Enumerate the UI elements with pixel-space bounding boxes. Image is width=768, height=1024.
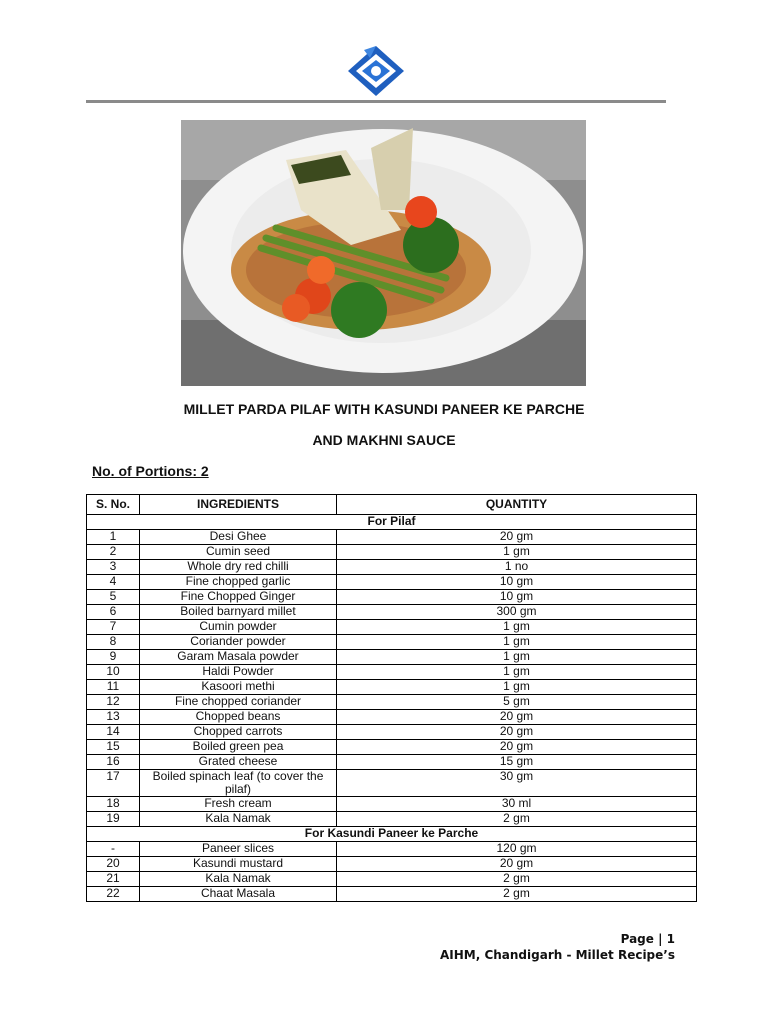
header-sno: S. No. — [87, 495, 140, 515]
table-row — [87, 650, 697, 665]
row-ingredient: Fresh cream — [140, 797, 337, 812]
row-ingredient: Fine chopped coriander — [140, 695, 337, 710]
row-sno: 4 — [87, 575, 140, 590]
row-quantity: 1 gm — [337, 635, 697, 650]
row-quantity: 5 gm — [337, 695, 697, 710]
row-sno: 9 — [87, 650, 140, 665]
row-quantity: 1 gm — [337, 620, 697, 635]
table-row — [87, 590, 697, 605]
row-sno: 13 — [87, 710, 140, 725]
row-quantity: 20 gm — [337, 710, 697, 725]
row-quantity: 20 gm — [337, 530, 697, 545]
table-row — [87, 842, 697, 857]
row-ingredient: Chaat Masala — [140, 887, 337, 902]
row-sno: 12 — [87, 695, 140, 710]
row-quantity: 2 gm — [337, 887, 697, 902]
row-ingredient: Chopped beans — [140, 710, 337, 725]
table-header-row — [87, 495, 697, 515]
table-row — [87, 710, 697, 725]
row-sno: 20 — [87, 857, 140, 872]
row-ingredient: Paneer slices — [140, 842, 337, 857]
row-ingredient: Haldi Powder — [140, 665, 337, 680]
row-sno: 8 — [87, 635, 140, 650]
row-ingredient: Cumin seed — [140, 545, 337, 560]
table-row — [87, 620, 697, 635]
section-row — [87, 827, 697, 842]
table-row — [87, 665, 697, 680]
recipe-title-line2: AND MAKHNI SAUCE — [312, 432, 456, 448]
header-ingredients: INGREDIENTS — [140, 495, 337, 515]
row-quantity: 1 gm — [337, 650, 697, 665]
row-sno: - — [87, 842, 140, 857]
row-quantity: 1 gm — [337, 680, 697, 695]
row-ingredient: Kala Namak — [140, 872, 337, 887]
header-quantity: QUANTITY — [337, 495, 697, 515]
row-quantity: 15 gm — [337, 755, 697, 770]
row-sno: 10 — [87, 665, 140, 680]
row-sno: 18 — [87, 797, 140, 812]
row-quantity: 20 gm — [337, 725, 697, 740]
recipe-title-line1: MILLET PARDA PILAF WITH KASUNDI PANEER KE PARCHE — [183, 401, 585, 417]
row-sno: 15 — [87, 740, 140, 755]
row-sno: 11 — [87, 680, 140, 695]
row-quantity: 300 gm — [337, 605, 697, 620]
table-row — [87, 770, 697, 797]
table-row — [87, 872, 697, 887]
table-row — [87, 530, 697, 545]
footer-source: AIHM, Chandigarh - Millet Recipe’s — [439, 948, 675, 962]
table-row — [87, 725, 697, 740]
row-ingredient: Whole dry red chilli — [140, 560, 337, 575]
row-quantity: 2 gm — [337, 812, 697, 827]
section-row — [87, 515, 697, 530]
dish-photo — [181, 120, 586, 386]
row-sno: 21 — [87, 872, 140, 887]
table-row — [87, 575, 697, 590]
row-sno: 2 — [87, 545, 140, 560]
header-rule — [86, 100, 666, 103]
table-row — [87, 812, 697, 827]
row-quantity: 30 gm — [337, 770, 697, 797]
row-quantity: 20 gm — [337, 857, 697, 872]
row-quantity: 10 gm — [337, 590, 697, 605]
row-quantity: 1 gm — [337, 545, 697, 560]
section-title: For Pilaf — [87, 515, 697, 530]
row-ingredient: Fine chopped garlic — [140, 575, 337, 590]
row-sno: 6 — [87, 605, 140, 620]
row-ingredient: Boiled barnyard millet — [140, 605, 337, 620]
table-row — [87, 740, 697, 755]
row-ingredient: Coriander powder — [140, 635, 337, 650]
table-row — [87, 695, 697, 710]
row-ingredient: Kasundi mustard — [140, 857, 337, 872]
row-ingredient: Garam Masala powder — [140, 650, 337, 665]
ingredients-table — [86, 494, 697, 902]
table-row — [87, 887, 697, 902]
table-row — [87, 797, 697, 812]
table-row — [87, 680, 697, 695]
row-quantity: 1 no — [337, 560, 697, 575]
row-quantity: 20 gm — [337, 740, 697, 755]
row-ingredient: Kala Namak — [140, 812, 337, 827]
row-ingredient: Grated cheese — [140, 755, 337, 770]
institution-logo-icon — [346, 44, 406, 98]
row-ingredient: Kasoori methi — [140, 680, 337, 695]
table-row — [87, 545, 697, 560]
row-sno: 19 — [87, 812, 140, 827]
row-sno: 16 — [87, 755, 140, 770]
page-number: Page | 1 — [620, 932, 675, 946]
table-row — [87, 560, 697, 575]
portions-label: No. of Portions: 2 — [92, 463, 209, 479]
row-ingredient: Desi Ghee — [140, 530, 337, 545]
row-sno: 7 — [87, 620, 140, 635]
row-sno: 17 — [87, 770, 140, 797]
row-quantity: 1 gm — [337, 665, 697, 680]
section-title: For Kasundi Paneer ke Parche — [87, 827, 697, 842]
row-ingredient: Boiled green pea — [140, 740, 337, 755]
row-ingredient: Fine Chopped Ginger — [140, 590, 337, 605]
row-sno: 3 — [87, 560, 140, 575]
table-row — [87, 635, 697, 650]
row-sno: 5 — [87, 590, 140, 605]
row-quantity: 10 gm — [337, 575, 697, 590]
row-ingredient: Cumin powder — [140, 620, 337, 635]
table-row — [87, 755, 697, 770]
row-quantity: 30 ml — [337, 797, 697, 812]
row-ingredient: Boiled spinach leaf (to cover the pilaf) — [140, 770, 337, 797]
row-quantity: 120 gm — [337, 842, 697, 857]
row-quantity: 2 gm — [337, 872, 697, 887]
table-row — [87, 857, 697, 872]
row-sno: 22 — [87, 887, 140, 902]
row-sno: 1 — [87, 530, 140, 545]
row-sno: 14 — [87, 725, 140, 740]
table-row — [87, 605, 697, 620]
row-ingredient: Chopped carrots — [140, 725, 337, 740]
